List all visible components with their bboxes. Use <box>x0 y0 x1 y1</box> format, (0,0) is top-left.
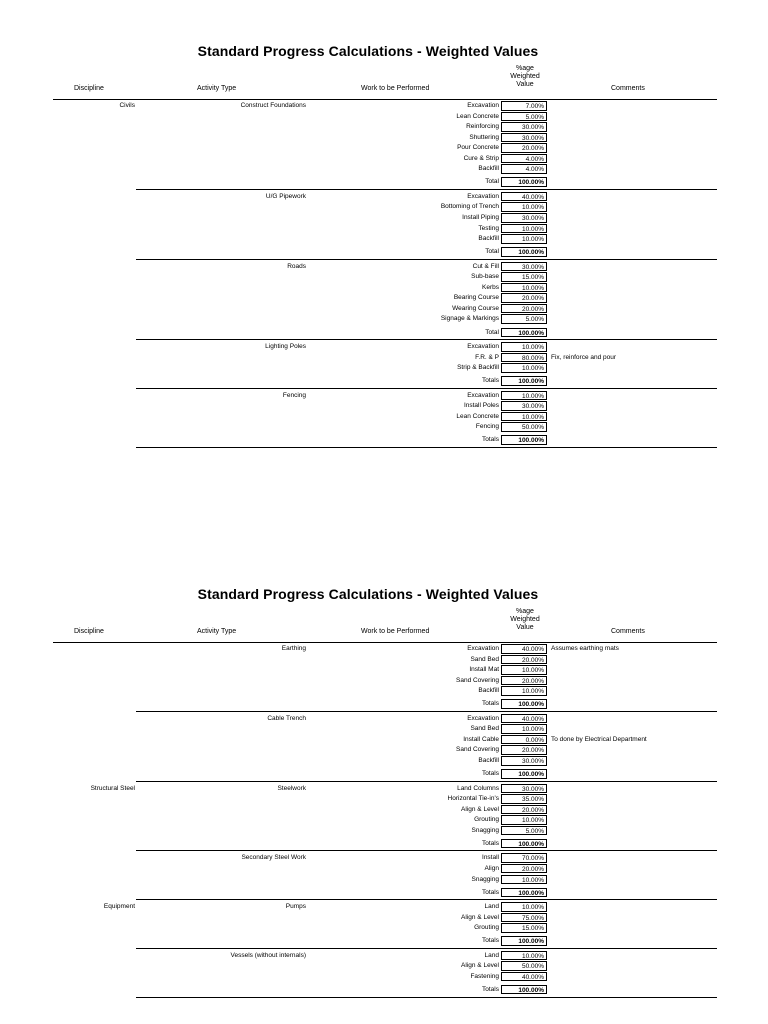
header-weighted-value: %age <box>516 608 534 615</box>
total-value-cell: 100.00% <box>501 839 547 849</box>
work-item-label: Grouting <box>474 924 499 932</box>
work-item-label: Land <box>484 903 499 911</box>
header-weighted-value: Weighted <box>510 616 540 623</box>
work-item-label: Bottoming of Trench <box>440 203 499 211</box>
weighted-value-cell: 7.00% <box>501 101 547 111</box>
work-item-label: Align & Level <box>461 962 499 970</box>
weighted-value-cell: 10.00% <box>501 665 547 675</box>
work-item-label: Excavation <box>467 645 499 652</box>
table-row <box>0 756 768 767</box>
work-item-label: Sub-base <box>471 273 499 281</box>
weighted-value-cell: 10.00% <box>501 724 547 734</box>
weighted-value-cell: 50.00% <box>501 961 547 971</box>
discipline-label: Structural Steel <box>90 784 135 792</box>
weighted-value-cell: 10.00% <box>501 202 547 212</box>
weighted-value-cell: 5.00% <box>501 314 547 324</box>
header-comments: Comments <box>611 85 645 92</box>
work-item-label: Excavation <box>467 714 499 722</box>
work-item-label: Backfill <box>478 235 499 243</box>
page-title: Standard Progress Calculations - Weighted Values <box>197 43 539 59</box>
comment-text: Assumes earthing mats <box>551 645 619 652</box>
work-item-label: Horizontal Tie-in's <box>447 795 499 803</box>
table-row <box>0 972 768 983</box>
weighted-value-cell: 20.00% <box>501 655 547 665</box>
work-item-label: Excavation <box>467 391 499 399</box>
activity-type-label: Fencing <box>282 391 306 399</box>
total-label: Totals <box>482 937 499 945</box>
comment-text: To done by Electrical Department <box>551 735 647 743</box>
table-row <box>0 714 768 725</box>
work-item-label: Lean Concrete <box>456 112 499 120</box>
table-row <box>0 853 768 864</box>
table-row <box>0 902 768 913</box>
work-item-label: Bearing Course <box>453 294 499 302</box>
weighted-value-cell: 15.00% <box>501 272 547 282</box>
table-row <box>0 644 768 655</box>
weighted-value-cell: 30.00% <box>501 262 547 272</box>
page-title: Standard Progress Calculations - Weighted Values <box>197 586 539 602</box>
header-discipline: Discipline <box>74 85 104 92</box>
weighted-value-cell: 30.00% <box>501 401 547 411</box>
weighted-value-cell: 10.00% <box>501 234 547 244</box>
work-item-label: Sand Covering <box>456 746 499 754</box>
table-row <box>0 875 768 886</box>
weighted-value-cell: 10.00% <box>501 686 547 696</box>
discipline-label: Civils <box>119 102 135 109</box>
work-item-label: Reinforcing <box>466 123 499 131</box>
table-row <box>0 794 768 805</box>
table-row <box>0 961 768 972</box>
weighted-value-cell: 10.00% <box>501 342 547 352</box>
table-row <box>0 913 768 924</box>
header-discipline: Discipline <box>74 628 104 635</box>
work-item-label: Install <box>482 854 499 862</box>
table-row <box>0 805 768 816</box>
work-item-label: Signage & Markings <box>440 315 499 323</box>
table-row <box>0 951 768 962</box>
total-label: Total <box>485 328 499 336</box>
work-item-label: Testing <box>478 224 499 232</box>
weighted-value-cell: 20.00% <box>501 805 547 815</box>
work-item-label: Kerbs <box>482 283 499 291</box>
header-weighted-value: %age <box>516 65 534 72</box>
total-label: Totals <box>482 839 499 847</box>
total-value-cell: 100.00% <box>501 699 547 709</box>
total-row <box>0 936 768 947</box>
total-value-cell: 100.00% <box>501 769 547 779</box>
work-item-label: Install Mat <box>469 666 499 674</box>
total-label: Totals <box>482 436 499 444</box>
work-item-label: Backfill <box>478 687 499 695</box>
work-item-label: Align & Level <box>461 805 499 813</box>
total-row <box>0 888 768 899</box>
weighted-value-cell: 40.00% <box>501 644 547 654</box>
weighted-value-cell: 5.00% <box>501 112 547 122</box>
total-label: Totals <box>482 888 499 896</box>
work-item-label: Backfill <box>478 757 499 764</box>
group-divider <box>136 850 717 851</box>
weighted-value-cell: 15.00% <box>501 923 547 933</box>
activity-type-label: Roads <box>287 262 306 270</box>
activity-type-label: Vessels (without internals) <box>230 951 306 959</box>
header-weighted-value: Value <box>516 81 534 88</box>
work-item-label: Align & Level <box>461 913 499 921</box>
work-item-label: Install Piping <box>462 214 499 221</box>
table-row <box>0 745 768 756</box>
total-label: Totals <box>482 770 499 778</box>
total-label: Total <box>485 248 499 256</box>
total-row <box>0 839 768 850</box>
weighted-value-cell: 20.00% <box>501 304 547 314</box>
weighted-value-cell: 4.00% <box>501 164 547 174</box>
total-value-cell: 100.00% <box>501 376 547 386</box>
activity-type-label: U/G Pipework <box>265 192 306 200</box>
table-row <box>0 724 768 735</box>
work-item-label: Excavation <box>467 102 499 109</box>
activity-type-label: Construct Foundations <box>240 102 306 109</box>
table-row <box>0 676 768 687</box>
discipline-label: Equipment <box>103 903 135 911</box>
group-divider <box>136 997 717 998</box>
work-item-label: Snagging <box>471 826 499 834</box>
group-divider <box>136 899 717 900</box>
header-activity-type: Activity Type <box>197 628 237 635</box>
weighted-value-cell: 10.00% <box>501 815 547 825</box>
weighted-value-cell: 10.00% <box>501 902 547 912</box>
weighted-value-cell: 20.00% <box>501 745 547 755</box>
weighted-value-cell: 40.00% <box>501 192 547 202</box>
weighted-value-cell: 20.00% <box>501 293 547 303</box>
total-label: Totals <box>482 377 499 385</box>
weighted-value-cell: 10.00% <box>501 875 547 885</box>
weighted-value-cell: 35.00% <box>501 794 547 804</box>
activity-type-label: Steelwork <box>277 784 306 792</box>
weighted-value-cell: 10.00% <box>501 283 547 293</box>
weighted-value-cell: 70.00% <box>501 853 547 863</box>
weighted-value-cell: 10.00% <box>501 412 547 422</box>
weighted-value-cell: 30.00% <box>501 122 547 132</box>
weighted-value-cell: 40.00% <box>501 972 547 982</box>
work-item-label: Shuttering <box>469 133 499 141</box>
weighted-value-cell: 0.00% <box>501 735 547 745</box>
header-rule <box>53 642 717 643</box>
work-item-label: Pour Concrete <box>457 144 499 152</box>
work-item-label: Fencing <box>475 423 499 431</box>
work-item-label: Grouting <box>474 816 499 824</box>
activity-type-label: Lighting Poles <box>265 343 306 351</box>
group-divider <box>136 948 717 949</box>
table-row <box>0 784 768 795</box>
weighted-value-cell: 50.00% <box>501 422 547 432</box>
work-item-label: Sand Bed <box>470 655 499 663</box>
work-item-label: Excavation <box>467 192 499 200</box>
table-row <box>0 686 768 697</box>
total-label: Totals <box>482 985 499 993</box>
total-value-cell: 100.00% <box>501 985 547 995</box>
activity-type-label: Earthing <box>281 645 306 652</box>
total-row <box>0 985 768 996</box>
work-item-label: Lean Concrete <box>456 412 499 420</box>
work-item-label: Snagging <box>471 875 499 883</box>
table-row <box>0 665 768 676</box>
weighted-value-cell: 75.00% <box>501 913 547 923</box>
weighted-value-cell: 30.00% <box>501 133 547 143</box>
weighted-value-cell: 30.00% <box>501 756 547 766</box>
table-row <box>0 923 768 934</box>
comment-text: Fix, reinforce and pour <box>551 353 617 361</box>
work-item-label: F.R. & P <box>475 353 499 361</box>
group-divider <box>136 711 717 712</box>
weighted-value-cell: 30.00% <box>501 213 547 223</box>
weighted-value-cell: 10.00% <box>501 951 547 961</box>
activity-type-label: Secondary Steel Work <box>241 854 306 862</box>
work-item-label: Fastening <box>470 972 499 980</box>
weighted-value-cell: 4.00% <box>501 154 547 164</box>
weighted-value-cell: 10.00% <box>501 363 547 373</box>
weighted-value-cell: 40.00% <box>501 714 547 724</box>
work-item-label: Install Cable <box>463 735 499 743</box>
table-row <box>0 815 768 826</box>
weighted-value-cell: 80.00% <box>501 353 547 363</box>
work-item-label: Cut & Fill <box>472 262 499 270</box>
table-row <box>0 735 768 746</box>
work-item-label: Sand Covering <box>456 676 499 684</box>
weighted-value-cell: 20.00% <box>501 143 547 153</box>
weighted-value-cell: 5.00% <box>501 826 547 836</box>
table-row <box>0 864 768 875</box>
work-item-label: Backfill <box>478 165 499 173</box>
header-weighted-value: Weighted <box>510 73 540 80</box>
total-row <box>0 699 768 710</box>
weighted-value-cell: 10.00% <box>501 224 547 234</box>
total-value-cell: 100.00% <box>501 177 547 187</box>
activity-type-label: Pumps <box>285 903 306 911</box>
work-item-label: Wearing Course <box>452 304 499 312</box>
total-value-cell: 100.00% <box>501 328 547 338</box>
work-item-label: Land Columns <box>457 784 499 792</box>
work-item-label: Cure & Strip <box>463 154 499 162</box>
work-item-label: Land <box>484 951 499 959</box>
total-label: Total <box>485 178 499 186</box>
header-activity-type: Activity Type <box>197 85 237 92</box>
weighted-value-cell: 20.00% <box>501 864 547 874</box>
total-value-cell: 100.00% <box>501 435 547 445</box>
header-comments: Comments <box>611 628 645 635</box>
work-item-label: Excavation <box>467 343 499 351</box>
weighted-value-cell: 10.00% <box>501 391 547 401</box>
total-value-cell: 100.00% <box>501 247 547 257</box>
weighted-value-cell: 20.00% <box>501 676 547 686</box>
total-label: Totals <box>482 700 499 708</box>
total-value-cell: 100.00% <box>501 936 547 946</box>
total-row <box>0 769 768 780</box>
header-weighted-value: Value <box>516 624 534 631</box>
header-work-to-be-performed: Work to be Performed <box>361 628 430 635</box>
work-item-label: Align <box>484 864 499 872</box>
work-item-label: Strip & Backfill <box>457 364 499 372</box>
work-item-label: Sand Bed <box>470 725 499 733</box>
header-work-to-be-performed: Work to be Performed <box>361 85 430 92</box>
group-divider <box>136 781 717 782</box>
activity-type-label: Cable Trench <box>267 714 306 722</box>
table-row <box>0 826 768 837</box>
total-value-cell: 100.00% <box>501 888 547 898</box>
work-item-label: Install Poles <box>463 402 499 410</box>
weighted-value-cell: 30.00% <box>501 784 547 794</box>
table-row <box>0 655 768 666</box>
